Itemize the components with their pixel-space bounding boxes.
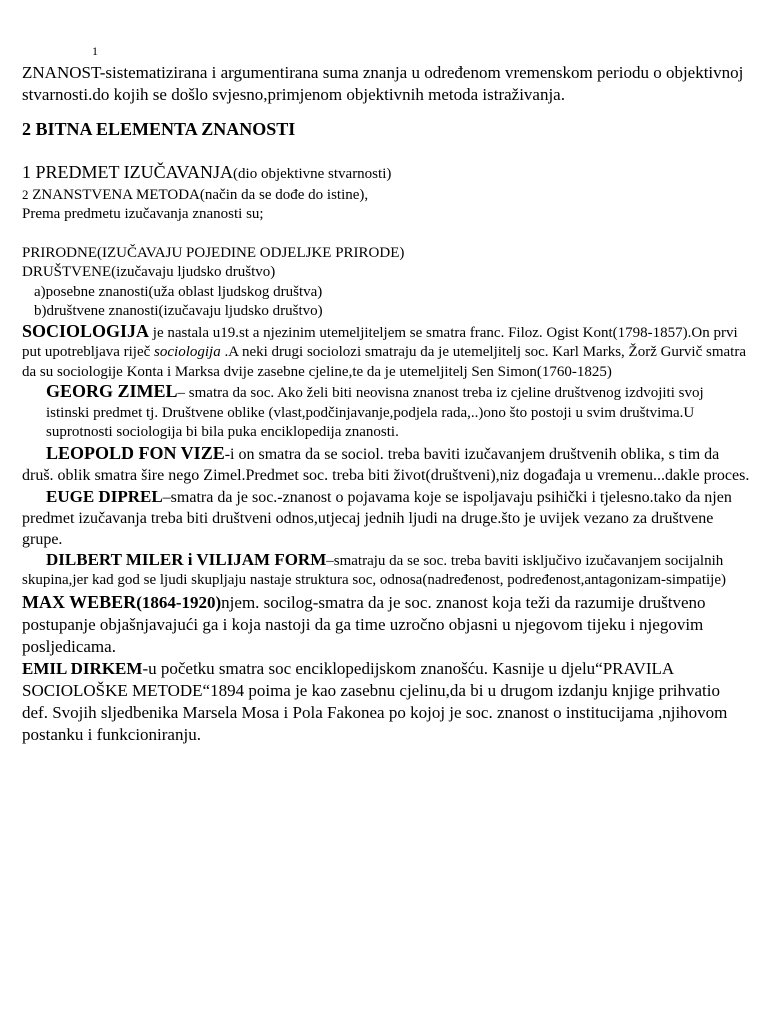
- page-number: 1: [92, 44, 98, 58]
- subitem-b: b)društvene znanosti(izučavaju ljudsko društvo): [34, 303, 323, 319]
- vize-text: -i on smatra da se sociol. treba baviti izučavanjem društvenih oblika, s tim da druš. oblik smatra šire nego Zimel.Predmet soc. treba biti život(društveni),niz događaja u vremenu...dakle proces.: [22, 445, 750, 484]
- weber-text: njem. socilog-smatra da je soc. znanost koja teži da razumije društveno postupanje objašnjavajući ga i koja nastoji da ga time uzročno objasni u njegovom tijeku i njegovim posljedicama.: [22, 592, 706, 656]
- sociology-text-2: .A neki drugi sociolozi smatraju da je utemeljitelj soc. Karl Marks, Žorž Gurvič smatra da su sociologije Konta i Marksa dvije zasebne cjeline,te da je utemeljitelj Sen Simon(1760-1825): [22, 344, 746, 380]
- zimel-text: – smatra da soc. Ako želi biti neovisna znanost treba iz cjeline društvenog izdvojiti svoj istinski predmet tj. Društvene oblike (vlast,podčinjavanje,podjela rada,..)ono što postoji u svim društvima.U suprotnosti sociologija bi bila puka enciklopedija znanosti.: [46, 385, 704, 440]
- classification-intro: Prema predmetu izučavanja znanosti su;: [22, 206, 264, 222]
- definition-paragraph: ZNANOST-sistematizirana i argumentirana suma znanja u određenom vremenskom periodu o objektivnoj stvarnosti.do kojih se došlo svjesno,primjenom objektivnih metoda istraživanja.: [22, 63, 744, 104]
- dirkem-name: EMIL DIRKEM: [22, 658, 143, 678]
- diprel-name: EUGE DIPREL: [46, 486, 163, 506]
- miler-text: –smatraju da se soc. treba baviti isključivo izučavanjem socijalnih skupina,jer kad god se ljudi skupljaju nastaje struktura soc, odnosa(nadređenost, podređenost,antagonizam-simpatije): [22, 552, 726, 588]
- miler-name: DILBERT MILER i VILIJAM FORM: [46, 549, 327, 569]
- element-item-1: [22, 161, 750, 185]
- sociology-paragraph: [22, 322, 750, 383]
- element-item-2-text: ZNANSTVENA METODA(način da se dođe do istine),: [28, 186, 369, 203]
- diprel-paragraph: [22, 486, 750, 550]
- element-item-2: [22, 185, 750, 206]
- sociology-term: SOCIOLOGIJA: [22, 320, 150, 341]
- zimel-paragraph: [22, 382, 750, 443]
- sociology-text-1: je nastala u19.st a njezinim utemeljiteljem se smatra franc. Filoz. Ogist Kont(1798-1857).On prvi put upotrebljava riječ: [22, 324, 738, 360]
- section-heading: 2 BITNA ELEMENTA ZNANOSTI: [22, 119, 296, 139]
- weber-name: MAX WEBER: [22, 591, 137, 612]
- dirkem-paragraph: [22, 658, 750, 746]
- weber-paragraph: [22, 591, 750, 658]
- sociology-italic-word: sociologija: [154, 344, 221, 360]
- miler-paragraph: [22, 550, 750, 591]
- dirkem-text: -u početku smatra soc enciklopedijskom znanošću. Kasnije u djelu“PRAVILA SOCIOLOŠKE METODE“1894 poima je kao zasebnu cjelinu,da bi u drugom izdanju knjige prihvatio def. Svojih sljedbenika Marsela Mosa i Pola Fakonea po kojoj je soc. znanost o institucijama ,njihovom postanku i funkcioniranju.: [22, 658, 728, 744]
- subitem-a: a)posebne znanosti(uža oblast ljudskog društva): [34, 283, 323, 300]
- diprel-text: –smatra da je soc.-znanost o pojavama koje se ispoljavaju psihički i tjelesno.tako da njen predmet izučavanja treba biti društveni odnos,utjecaj jednih ljudi na druge.što je uvijek vezano za društvene grupe.: [22, 488, 732, 548]
- vize-paragraph: [22, 443, 750, 486]
- zimel-name: GEORG ZIMEL: [46, 381, 178, 401]
- element-item-1-desc: (dio objektivne stvarnosti): [233, 165, 392, 182]
- vize-name: LEOPOLD FON VIZE: [46, 442, 225, 463]
- natural-sciences-line: PRIRODNE(IZUČAVAJU POJEDINE ODJELJKE PRIRODE): [22, 244, 405, 261]
- element-item-1-title: 1 PREDMET IZUČAVANJA: [22, 161, 234, 182]
- social-sciences-line: DRUŠTVENE(izučavaju ljudsko društvo): [22, 264, 276, 280]
- document-body: [22, 40, 750, 746]
- element-item-2-number: 2: [22, 186, 29, 202]
- weber-years: (1864-1920): [136, 592, 222, 612]
